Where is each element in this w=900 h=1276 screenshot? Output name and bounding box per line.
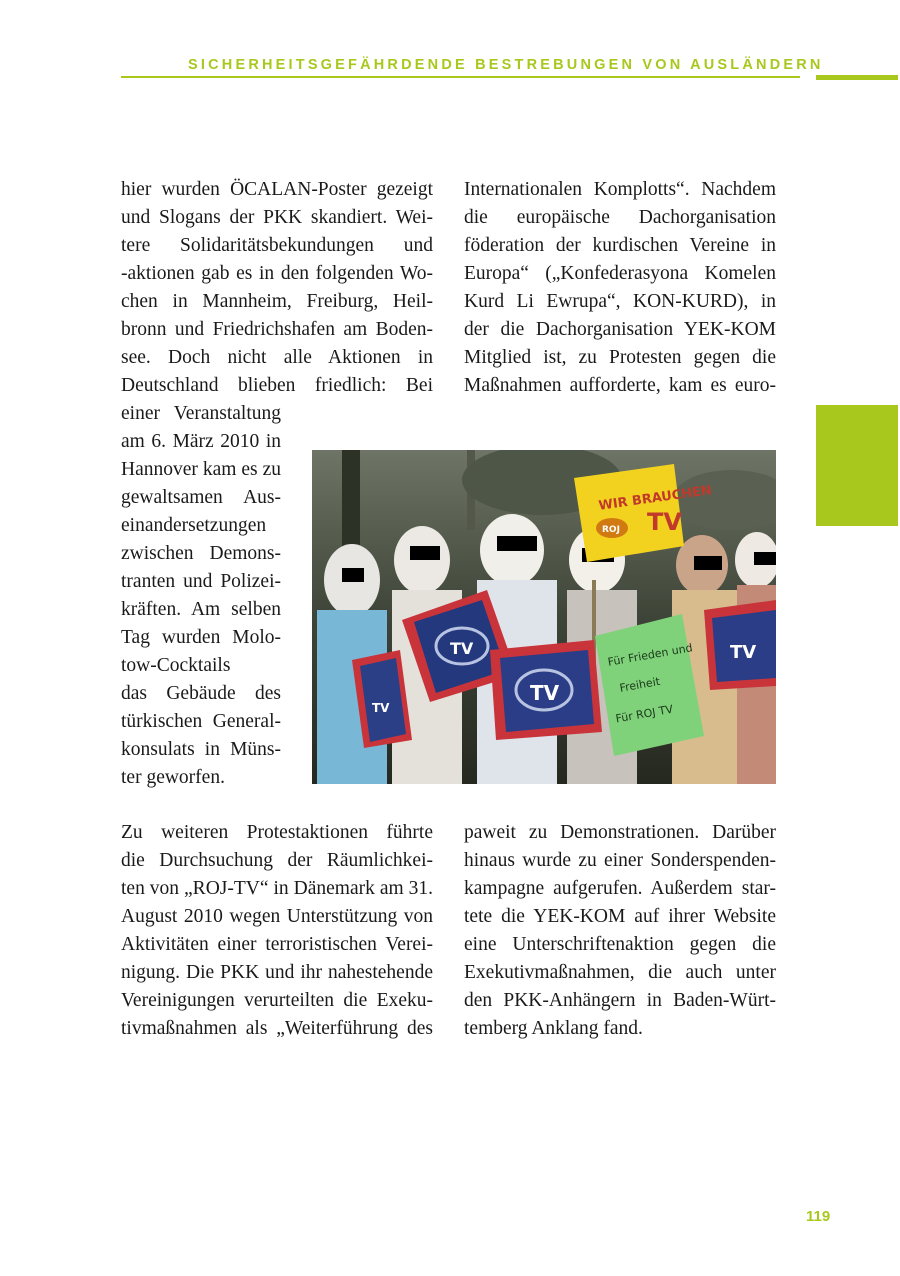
header-accent-bar bbox=[816, 75, 898, 80]
text-line: kampagne aufgerufen. Außerdem star- bbox=[464, 878, 776, 899]
text-line: der die Dachorganisation YEK-KOM bbox=[464, 319, 776, 340]
text-line: Europa“ („Konfederasyona Komelen bbox=[464, 263, 776, 284]
text-line: tranten und Polizei- bbox=[121, 571, 281, 592]
text-line: tere Solidaritätsbekundungen und bbox=[121, 235, 433, 256]
text-line: paweit zu Demonstrationen. Darüber bbox=[464, 822, 776, 843]
text-line: eine Unterschriftenaktion gegen die bbox=[464, 934, 776, 955]
text-line: die europäische Dachorganisation bbox=[464, 207, 776, 228]
text-line: Zu weiteren Protestaktionen führte bbox=[121, 822, 433, 843]
page-number: 119 bbox=[806, 1208, 831, 1225]
text-line: Exekutivmaßnahmen, die auch unter bbox=[464, 962, 776, 983]
green-sign-line-1: Für Frieden und bbox=[606, 641, 694, 669]
text-line: Kurd Li Ewrupa“, KON-KURD), in bbox=[464, 291, 776, 312]
text-line: kräften. Am selben bbox=[121, 599, 281, 620]
text-line: föderation der kurdischen Vereine in bbox=[464, 235, 776, 256]
text-line: Aktivitäten einer terroristischen Verei- bbox=[121, 934, 433, 955]
text-line: hinaus wurde zu einer Sonderspenden- bbox=[464, 850, 776, 871]
text-line: am 6. März 2010 in bbox=[121, 431, 281, 452]
text-line: chen in Mannheim, Freiburg, Heil- bbox=[121, 291, 433, 312]
column-right-top bbox=[464, 176, 776, 400]
running-header: SICHERHEITSGEFÄHRDENDE BESTREBUNGEN VON AUSLÄNDERN bbox=[188, 57, 824, 73]
text-line: Internationalen Komplotts“. Nachdem bbox=[464, 179, 776, 200]
text-line: und Slogans der PKK skandiert. Wei- bbox=[121, 207, 433, 228]
text-line: die Durchsuchung der Räumlichkei- bbox=[121, 850, 433, 871]
text-line: gewaltsamen Aus- bbox=[121, 487, 281, 508]
header-rule bbox=[121, 76, 800, 78]
placard-middle-tv: TV bbox=[530, 681, 560, 705]
text-line: einer Veranstaltung bbox=[121, 403, 281, 424]
text-line: temberg Anklang fand. bbox=[464, 1018, 643, 1039]
text-line: ter geworfen. bbox=[121, 767, 225, 788]
text-line: den PKK-Anhängern in Baden-Würt- bbox=[464, 990, 776, 1011]
roj-tv-placard-middle bbox=[490, 640, 602, 740]
green-sign-line-3: Für ROJ TV bbox=[614, 702, 675, 726]
column-left-top bbox=[121, 176, 433, 400]
text-line: tivmaßnahmen als „Weiterführung des bbox=[121, 1018, 433, 1039]
text-line: einandersetzungen bbox=[121, 515, 267, 536]
yellow-sign-text: WIR BRAUCHEN bbox=[597, 483, 713, 514]
text-line: tete die YEK-KOM auf ihrer Website bbox=[464, 906, 776, 927]
text-line: ten von „ROJ-TV“ in Dänemark am 31. bbox=[121, 878, 433, 899]
text-line: Hannover kam es zu bbox=[121, 459, 281, 480]
text-line: -aktionen gab es in den folgenden Wo- bbox=[121, 263, 433, 284]
text-line: see. Doch nicht alle Aktionen in bbox=[121, 347, 433, 368]
text-line: bronn und Friedrichshafen am Boden- bbox=[121, 319, 433, 340]
text-line: Maßnahmen aufforderte, kam es euro- bbox=[464, 375, 776, 396]
text-line: türkischen General- bbox=[121, 711, 281, 732]
text-line: Deutschland blieben friedlich: Bei bbox=[121, 375, 433, 396]
text-line: August 2010 wegen Unterstützung von bbox=[121, 906, 433, 927]
text-line: Tag wurden Molo- bbox=[121, 627, 281, 648]
text-line: das Gebäude des bbox=[121, 683, 281, 704]
placard-left-tv: TV bbox=[372, 701, 390, 715]
text-line: konsulats in Müns- bbox=[121, 739, 281, 760]
demonstration-photo bbox=[312, 450, 776, 784]
yellow-sign-tv: TV bbox=[647, 508, 682, 536]
column-left-bottom bbox=[121, 819, 433, 1043]
text-line: tow-Cocktails bbox=[121, 655, 231, 676]
column-left-narrow bbox=[121, 400, 281, 792]
text-line: hier wurden ÖCALAN-Poster gezeigt bbox=[121, 179, 433, 200]
text-line: zwischen Demons- bbox=[121, 543, 281, 564]
text-line: nigung. Die PKK und ihr nahestehende bbox=[121, 962, 433, 983]
placard-center-tv: TV bbox=[450, 639, 474, 658]
green-sign-line-2: Freiheit bbox=[618, 674, 661, 695]
column-right-bottom bbox=[464, 819, 776, 1043]
side-accent-block bbox=[816, 405, 898, 526]
text-line: Mitglied ist, zu Protesten gegen die bbox=[464, 347, 776, 368]
placard-right-tv: TV bbox=[730, 642, 757, 663]
roj-tv-placard-right bbox=[704, 600, 776, 690]
text-line: Vereinigungen verurteilten die Exeku- bbox=[121, 990, 433, 1011]
yellow-sign-logo: ROJ bbox=[602, 525, 620, 535]
